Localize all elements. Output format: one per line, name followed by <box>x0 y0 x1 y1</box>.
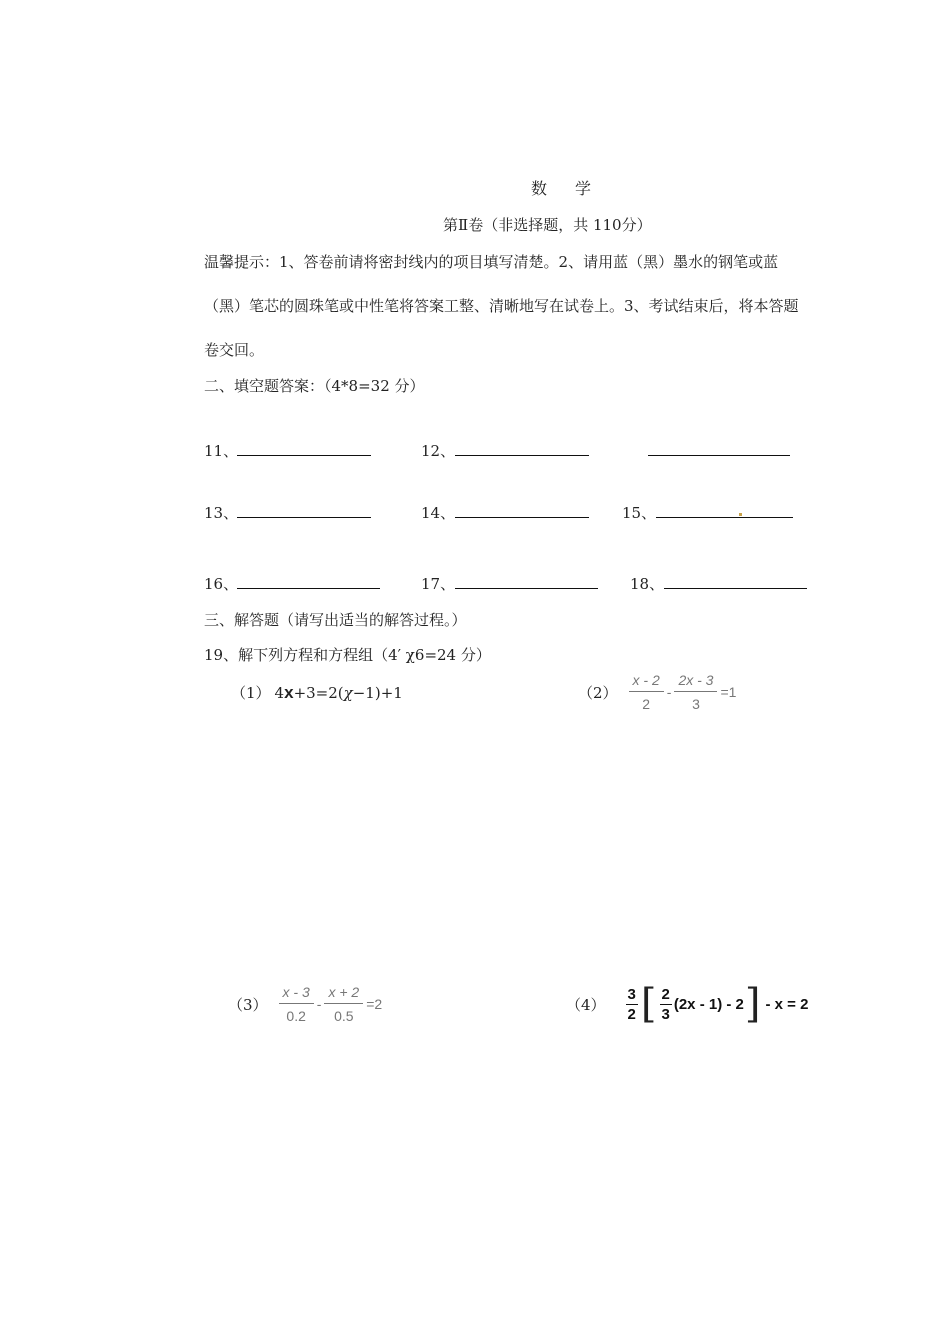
q13-answer-line[interactable] <box>237 517 371 518</box>
extra-answer-line[interactable] <box>648 455 790 456</box>
equation-3-rhs: =2 <box>366 996 383 1012</box>
equation-2-frac1-num: x - 2 <box>629 672 664 692</box>
equation-4-inner-fraction <box>660 986 672 1023</box>
page-title: 数学 <box>531 179 620 198</box>
q18-label: 18、 <box>630 575 665 593</box>
equation-3-frac2-den: 0.5 <box>334 1008 354 1024</box>
equation-3-minus: - <box>316 996 322 1012</box>
equation-4-tail: - x = 2 <box>765 995 809 1013</box>
equation-4-right-bracket: ] <box>744 981 761 1027</box>
page-subtitle: 第Ⅱ卷（非选择题，共 110分） <box>443 216 652 234</box>
notice-line-1: 温馨提示：1、答卷前请将密封线内的项目填写清楚。2、请用蓝（黑）墨水的钢笔或蓝 <box>204 253 779 271</box>
equation-4-outer-num: 3 <box>627 985 636 1003</box>
q18-answer-line[interactable] <box>664 588 807 589</box>
equation-2-frac1-den: 2 <box>642 696 651 712</box>
equation-3-frac1-num: x - 3 <box>279 984 314 1004</box>
equation-2-fraction-2 <box>674 672 717 712</box>
equation-4-outer-den: 2 <box>627 1005 636 1023</box>
equation-4 <box>566 981 809 1027</box>
notice-line-3: 卷交回。 <box>204 341 265 359</box>
equation-4-inner-expr: (2x - 1) - 2 <box>673 995 744 1013</box>
q15-label: 15、 <box>622 504 657 522</box>
equation-4-label: （4） <box>566 995 606 1014</box>
q14-answer-line[interactable] <box>455 517 589 518</box>
q16-answer-line[interactable] <box>237 588 380 589</box>
section-solve-heading: 三、解答题（请写出适当的解答过程。） <box>204 611 467 629</box>
equation-1-var: x <box>284 682 294 702</box>
q16-label: 16、 <box>204 575 239 593</box>
q17-label: 17、 <box>421 575 456 593</box>
equation-1-rhs-b: −1)+1 <box>352 683 403 702</box>
equation-4-outer-fraction <box>626 986 638 1023</box>
equation-1-var2: χ <box>343 683 353 702</box>
equation-2-label: （2） <box>578 683 618 702</box>
q17-answer-line[interactable] <box>455 588 598 589</box>
q15-answer-line[interactable] <box>656 517 793 518</box>
equation-3-frac1-den: 0.2 <box>286 1008 306 1024</box>
q12-label: 12、 <box>421 442 456 460</box>
equation-1-coef: 4 <box>274 683 285 702</box>
equation-3-frac2-num: x + 2 <box>324 984 363 1004</box>
equation-2-rhs: =1 <box>720 684 737 700</box>
equation-4-left-bracket: [ <box>640 981 657 1027</box>
equation-1-label: （1） <box>231 684 271 702</box>
equation-3-fraction-1 <box>279 984 314 1024</box>
equation-2-frac2-den: 3 <box>692 696 700 712</box>
q11-label: 11、 <box>204 442 239 460</box>
equation-2-frac2-num: 2x - 3 <box>674 672 717 692</box>
equation-1 <box>231 682 403 703</box>
section-fill-in-heading: 二、填空题答案：（4*8=32 分） <box>204 377 425 395</box>
equation-4-inner-num: 2 <box>661 985 670 1003</box>
equation-1-rhs-a: +3=2( <box>293 683 344 702</box>
q14-label: 14、 <box>421 504 456 522</box>
q13-label: 13、 <box>204 504 239 522</box>
notice-line-2: （黑）笔芯的圆珠笔或中性笔将答案工整、清晰地写在试卷上。3、考试结束后，将本答题 <box>204 297 799 315</box>
equation-2-fraction-1 <box>629 672 664 712</box>
equation-3 <box>228 984 382 1024</box>
equation-2 <box>578 672 736 712</box>
q19-instruction: 19、解下列方程和方程组（4′ χ6=24 分） <box>204 646 491 664</box>
q12-answer-line[interactable] <box>455 455 589 456</box>
q11-answer-line[interactable] <box>237 455 371 456</box>
stray-mark <box>739 513 742 516</box>
equation-4-inner-den: 3 <box>661 1005 670 1023</box>
equation-2-minus: - <box>666 684 672 700</box>
equation-3-label: （3） <box>228 995 268 1014</box>
equation-3-fraction-2 <box>324 984 363 1024</box>
